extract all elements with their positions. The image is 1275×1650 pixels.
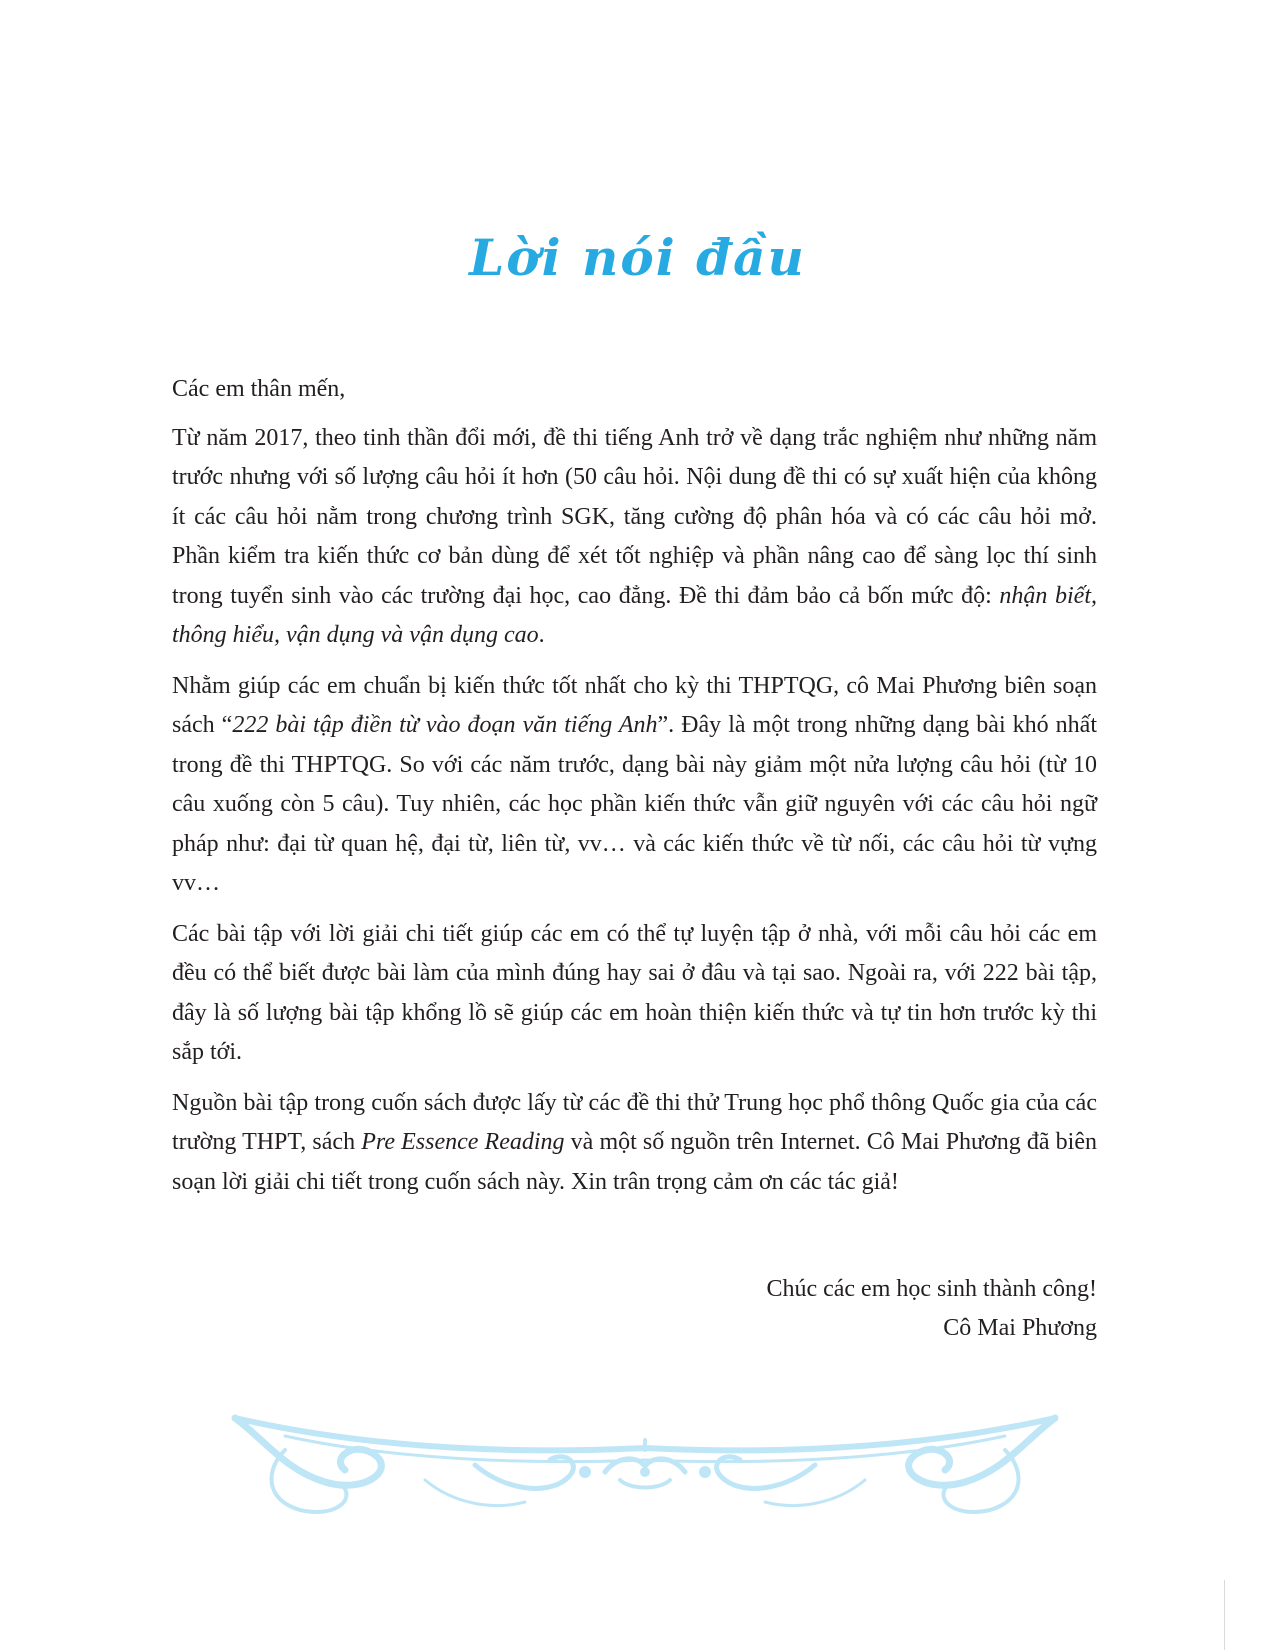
paragraph-2-end: ”. Đây là một trong những dạng bài khó nhất trong đề thi THPTQG. So với các năm trước, dạng bài này giảm một nửa lượng câu hỏi (từ 10 câu xuống còn 5 câu). Tuy nhiên, các học phần kiến thức vẫn giữ nguyên với các câu hỏi ngữ pháp như: đại từ quan hệ, đại từ, liên từ, vv… và các kiến thức về từ nối, các câu hỏi từ vựng vv… xyxy=(172,712,1097,896)
paragraph-4-end: và một số nguồn trên Internet. Cô Mai Phương đã biên soạn lời giải chi tiết trong cuốn sách này. Xin trân trọng cảm ơn các tác giả! xyxy=(172,1129,1097,1195)
page-edge-line xyxy=(1224,1580,1225,1650)
paragraph-2 xyxy=(172,667,1097,904)
paragraph-2-italic: 222 bài tập điền từ vào đoạn văn tiếng Anh xyxy=(232,712,658,738)
paragraph-2-text: Nhằm giúp các em chuẩn bị kiến thức tốt nhất cho kỳ thi THPTQG, cô Mai Phương biên soạn sách “ xyxy=(172,672,1097,738)
paragraph-4-text: Nguồn bài tập trong cuốn sách được lấy từ các đề thi thử Trung học phổ thông Quốc gia của các trường THPT, sách xyxy=(172,1089,1097,1155)
decorative-swirl-divider-icon xyxy=(225,1410,1065,1520)
paragraph-1-end: . xyxy=(538,622,545,648)
paragraph-4-italic: Pre Essence Reading xyxy=(361,1129,565,1155)
closing-wish: Chúc các em học sinh thành công! xyxy=(766,1276,1097,1302)
paragraph-1 xyxy=(172,419,1097,656)
paragraph-1-text: Từ năm 2017, theo tinh thần đổi mới, đề thi tiếng Anh trở về dạng trắc nghiệm như những năm trước nhưng với số lượng câu hỏi ít hơn (50 câu hỏi. Nội dung đề thi có sự xuất hiện của không ít các câu hỏi nằm trong chương trình SGK, tăng cường độ phân hóa và có các câu hỏi mở. Phần kiểm tra kiến thức cơ bản dùng để xét tốt nghiệp và phần nâng cao để sàng lọc thí sinh trong tuyển sinh vào các trường đại học, cao đẳng. Đề thi đảm bảo cả bốn mức độ: xyxy=(172,424,1097,609)
paragraph-1-italic: nhận biết, thông hiểu, vận dụng và vận dụng cao xyxy=(172,582,1097,648)
paragraph-3-text: Các bài tập với lời giải chi tiết giúp các em có thể tự luyện tập ở nhà, với mỗi câu hỏi các em đều có thể biết được bài làm của mình đúng hay sai ở đâu và tại sao. Ngoài ra, với 222 bài tập, đây là số lượng bài tập khổng lồ sẽ giúp các em hoàn thiện kiến thức và tự tin hơn trước kỳ thi sắp tới. xyxy=(172,920,1097,1065)
paragraph-4 xyxy=(172,1084,1097,1203)
greeting: Các em thân mến, xyxy=(172,376,346,402)
page-title: Lời nói đầu xyxy=(469,228,806,287)
closing xyxy=(766,1270,1097,1348)
paragraph-3 xyxy=(172,915,1097,1073)
body-text xyxy=(172,370,1097,1213)
signature: Cô Mai Phương xyxy=(943,1315,1097,1341)
